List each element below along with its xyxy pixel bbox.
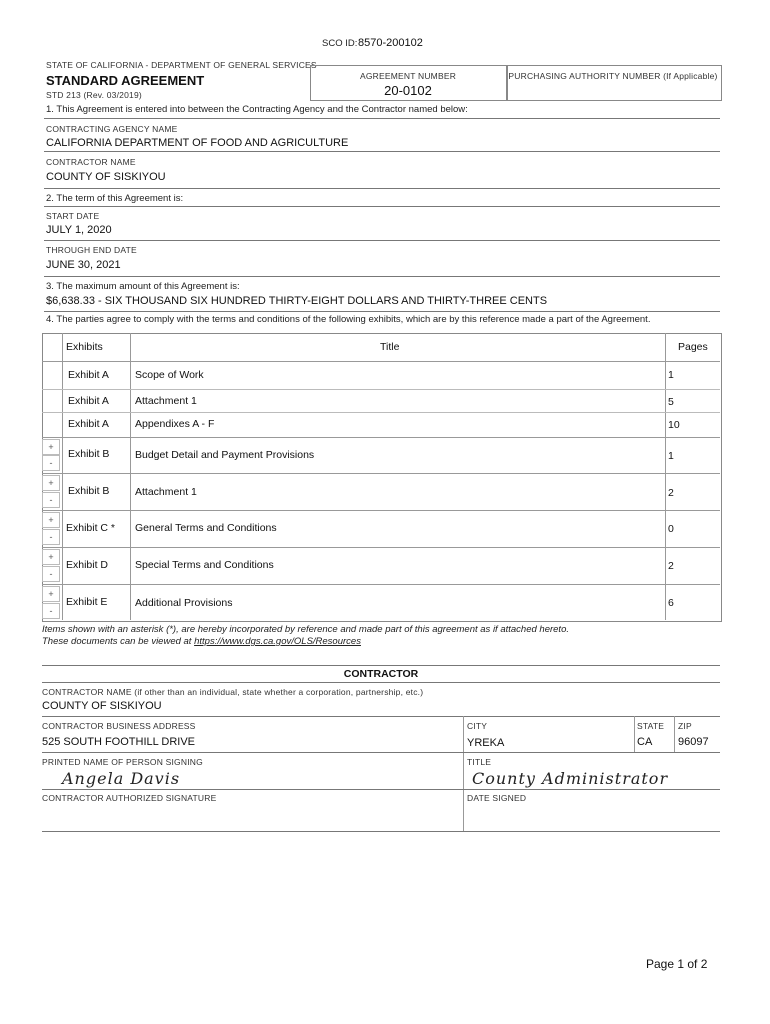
table-row-exhibit: Exhibit B <box>68 485 110 497</box>
start-date-label: START DATE <box>46 211 100 221</box>
table-divider <box>42 547 720 548</box>
table-row-pages: 2 <box>668 560 674 572</box>
divider <box>42 752 720 753</box>
city-label: CITY <box>467 721 488 731</box>
table-row-pages: 10 <box>668 419 680 431</box>
contractor-name-label: CONTRACTOR NAME (if other than an individual, state whether a corporation, partnership, etc.) <box>42 687 424 697</box>
table-row-exhibit: Exhibit C * <box>66 522 116 534</box>
field-divider <box>674 716 675 752</box>
start-date: JULY 1, 2020 <box>46 224 112 236</box>
table-row-pages: 1 <box>668 369 674 381</box>
table-row-title: Special Terms and Conditions <box>135 559 274 571</box>
documents-note-prefix: These documents can be viewed at <box>42 636 195 647</box>
sco-id-value: 8570-200102 <box>358 37 423 49</box>
end-date-label: THROUGH END DATE <box>46 245 137 255</box>
divider <box>42 789 720 790</box>
title-label: TITLE <box>467 757 492 767</box>
expand-button[interactable]: + <box>42 549 60 565</box>
divider <box>44 276 720 277</box>
department-name: STATE OF CALIFORNIA - DEPARTMENT OF GENERAL SERVICES <box>46 60 317 70</box>
table-divider <box>665 333 666 620</box>
table-row-pages: 1 <box>668 450 674 462</box>
address-label: CONTRACTOR BUSINESS ADDRESS <box>42 721 196 731</box>
table-row-title: Appendixes A - F <box>135 418 215 430</box>
table-divider <box>62 333 63 620</box>
address-value: 525 SOUTH FOOTHILL DRIVE <box>42 736 196 748</box>
table-divider <box>42 412 720 413</box>
expand-button[interactable]: + <box>42 512 60 528</box>
divider <box>44 206 720 207</box>
signature-label: CONTRACTOR AUTHORIZED SIGNATURE <box>42 793 217 803</box>
pages-header: Pages <box>678 341 708 353</box>
divider <box>42 716 720 717</box>
contractor-heading: CONTRACTOR <box>343 668 419 680</box>
table-row-exhibit: Exhibit A <box>68 369 109 381</box>
table-row-pages: 0 <box>668 523 674 535</box>
form-number: STD 213 (Rev. 03/2019) <box>46 90 142 100</box>
expand-button[interactable]: + <box>42 475 60 491</box>
table-row-exhibit: Exhibit A <box>68 418 109 430</box>
contractor-name: COUNTY OF SISKIYOU <box>46 171 166 183</box>
table-row-title: Scope of Work <box>135 369 204 381</box>
section1-text: 1. This Agreement is entered into between the Contracting Agency and the Contractor named below: <box>46 104 468 115</box>
table-divider <box>130 333 131 620</box>
end-date: JUNE 30, 2021 <box>46 259 121 271</box>
expand-button[interactable]: + <box>42 439 60 455</box>
contractor-label: CONTRACTOR NAME <box>46 157 136 167</box>
agency-label: CONTRACTING AGENCY NAME <box>46 124 178 134</box>
agency-name: CALIFORNIA DEPARTMENT OF FOOD AND AGRICULTURE <box>46 137 349 149</box>
contractor-name-value: COUNTY OF SISKIYOU <box>42 700 162 712</box>
table-divider <box>42 510 720 511</box>
table-row-title: Attachment 1 <box>135 486 197 498</box>
table-row-pages: 5 <box>668 396 674 408</box>
asterisk-note: Items shown with an asterisk (*), are hereby incorporated by reference and made part of this agreement as if attached hereto. <box>42 624 569 635</box>
title-handwritten: County Administrator <box>472 769 669 788</box>
documents-note <box>42 636 361 647</box>
zip-value: 96097 <box>678 736 709 748</box>
table-divider <box>42 389 720 390</box>
table-divider <box>42 473 720 474</box>
divider <box>44 151 720 152</box>
printed-name-handwritten: Angela Davis <box>62 769 181 788</box>
table-row-title: Additional Provisions <box>135 597 233 609</box>
form-title: STANDARD AGREEMENT <box>46 73 205 88</box>
max-amount: $6,638.33 - SIX THOUSAND SIX HUNDRED THIRTY-EIGHT DOLLARS AND THIRTY-THREE CENTS <box>46 295 548 307</box>
expand-button[interactable]: + <box>42 586 60 602</box>
divider <box>42 665 720 666</box>
purchasing-authority-label: PURCHASING AUTHORITY NUMBER (If Applicable) <box>508 71 718 81</box>
table-row-exhibit: Exhibit E <box>66 596 108 608</box>
section4-text: 4. The parties agree to comply with the terms and conditions of the following exhibits, which are by this reference made a part of the Agreement. <box>46 314 651 325</box>
divider <box>44 188 720 189</box>
table-row-exhibit: Exhibit B <box>68 448 110 460</box>
zip-label: ZIP <box>678 721 692 731</box>
table-divider <box>42 437 720 438</box>
divider <box>42 682 720 683</box>
state-label: STATE <box>637 721 665 731</box>
date-signed-label: DATE SIGNED <box>467 793 527 803</box>
table-row-pages: 6 <box>668 597 674 609</box>
collapse-button[interactable]: - <box>42 603 60 619</box>
section2-text: 2. The term of this Agreement is: <box>46 193 184 204</box>
table-row-pages: 2 <box>668 487 674 499</box>
state-value: CA <box>637 736 653 748</box>
exhibits-header: Exhibits <box>66 341 103 353</box>
table-row-exhibit: Exhibit D <box>66 559 109 571</box>
table-row-title: Budget Detail and Payment Provisions <box>135 449 315 461</box>
page-number: Page 1 of 2 <box>646 957 708 971</box>
title-header: Title <box>380 341 400 353</box>
collapse-button[interactable]: - <box>42 455 60 471</box>
table-divider <box>42 584 720 585</box>
collapse-button[interactable]: - <box>42 492 60 508</box>
table-divider <box>42 361 720 362</box>
divider <box>44 311 720 312</box>
field-divider <box>463 716 464 832</box>
table-row-exhibit: Exhibit A <box>68 395 109 407</box>
resources-link[interactable]: https://www.dgs.ca.gov/OLS/Resources <box>194 636 361 647</box>
table-row-title: General Terms and Conditions <box>135 522 277 534</box>
divider <box>44 118 720 119</box>
section3-text: 3. The maximum amount of this Agreement is: <box>46 281 240 292</box>
table-row-title: Attachment 1 <box>135 395 197 407</box>
agreement-number: 20-0102 <box>384 83 432 98</box>
collapse-button[interactable]: - <box>42 529 60 545</box>
agreement-number-label: AGREEMENT NUMBER <box>359 71 457 81</box>
collapse-button[interactable]: - <box>42 566 60 582</box>
divider <box>42 831 720 832</box>
city-value: YREKA <box>467 737 505 749</box>
printed-name-label: PRINTED NAME OF PERSON SIGNING <box>42 757 203 767</box>
sco-id-label: SCO ID: <box>322 38 358 49</box>
field-divider <box>634 716 635 752</box>
divider <box>44 240 720 241</box>
